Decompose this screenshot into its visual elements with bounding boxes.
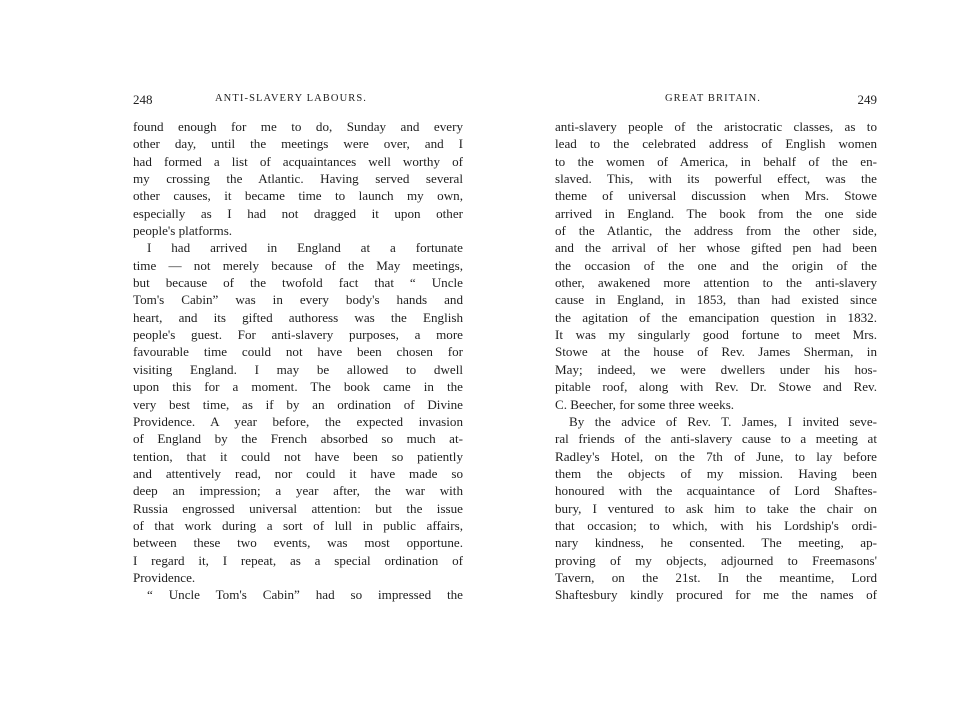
- text-line: deep an impression; a year after, the war with: [133, 483, 463, 499]
- text-line: Providence. A year before, the expected invasion: [133, 413, 463, 429]
- text-line: It was my singularly good fortune to meet Mrs.: [555, 327, 877, 343]
- text-line: May; indeed, we were dwellers under his hos-: [555, 361, 877, 377]
- right-running-head: GREAT BRITAIN.: [665, 93, 762, 104]
- text-line: bury, I ventured to ask him to take the chair on: [555, 500, 877, 516]
- text-line: Russia engrossed universal attention: but the issue: [133, 500, 463, 516]
- text-line: other day, until the meetings were over, and I: [133, 136, 463, 152]
- text-line: found enough for me to do, Sunday and every: [133, 119, 463, 134]
- right-page-body: [555, 118, 877, 604]
- left-page-body: [133, 118, 463, 604]
- text-line: of the Atlantic, the address from the other side,: [555, 223, 877, 239]
- text-line: ral friends of the anti-slavery cause to a meeting at: [555, 431, 877, 447]
- text-line: Stowe at the house of Rev. James Sherman, in: [555, 344, 877, 360]
- text-line: but because of the twofold fact that “ Uncle: [133, 275, 463, 291]
- text-line: heart, and its gifted authoress was the English: [133, 309, 463, 325]
- left-page-number: 248: [133, 92, 153, 107]
- text-line: other, awakened more attention to the anti-slavery: [555, 275, 877, 291]
- text-line: people's platforms.: [133, 223, 233, 239]
- text-line: I had arrived in England at a fortunate: [147, 240, 463, 256]
- text-line: of that work during a sort of lull in public affairs,: [133, 517, 463, 533]
- text-line: and attentively read, nor could it have made so: [133, 465, 463, 481]
- text-line: I regard it, I repeat, as a special ordination of: [133, 552, 463, 568]
- text-line: Providence.: [133, 569, 196, 585]
- text-line: proving of my objects, adjourned to Freemasons': [555, 552, 877, 568]
- text-line: very best time, as if by an ordination of Divine: [133, 396, 463, 412]
- text-line: and the arrival of her whose gifted pen had been: [555, 240, 877, 256]
- left-running-head: ANTI-SLAVERY LABOURS.: [215, 93, 368, 104]
- right-page: [555, 92, 877, 692]
- text-line: the agitation of the emancipation question in 1832.: [555, 309, 877, 325]
- text-line: cause in England, in 1853, than had existed since: [555, 292, 877, 308]
- left-page: [133, 92, 463, 692]
- text-line: visiting England. I may be allowed to dwell: [133, 361, 463, 377]
- text-line: them the objects of my mission. Having been: [555, 465, 877, 481]
- text-line: my crossing the Atlantic. Having served several: [133, 171, 463, 187]
- text-line: Tom's Cabin” was in every body's hands and: [133, 292, 463, 308]
- text-line: had formed a list of acquaintances well worthy of: [133, 153, 463, 169]
- text-line: lead to the celebrated address of English women: [555, 136, 877, 152]
- text-line: that occasion; to which, with his Lordship's ordi-: [555, 517, 877, 533]
- text-line: the occasion of the one and the origin of the: [555, 257, 877, 273]
- left-page-header: [133, 92, 463, 108]
- text-line: time — not merely because of the May meetings,: [133, 257, 463, 273]
- text-line: upon this for a moment. The book came in the: [133, 379, 463, 395]
- text-line: of England by the French absorbed so much at-: [133, 431, 463, 447]
- text-line: to the women of America, in behalf of the en-: [555, 153, 877, 169]
- text-line: tention, that it could not have been so patiently: [133, 448, 463, 464]
- text-line: Radley's Hotel, on the 7th of June, to lay before: [555, 448, 877, 464]
- text-line: slaved. This, with its powerful effect, was the: [555, 171, 877, 187]
- text-line: nary kindness, he consented. The meeting, ap-: [555, 535, 877, 551]
- right-page-header: [555, 92, 877, 108]
- text-line: By the advice of Rev. T. James, I invited seve-: [569, 413, 877, 429]
- text-line: Tavern, on the 21st. In the meantime, Lord: [555, 569, 877, 585]
- text-line: people's guest. For anti-slavery purposes, a more: [133, 327, 463, 343]
- text-line: honoured with the acquaintance of Lord Shaftes-: [555, 483, 877, 499]
- text-line: favourable time could not have been chosen for: [133, 344, 463, 360]
- right-page-number: 249: [857, 92, 877, 107]
- text-line: Shaftesbury kindly procured for me the names of: [555, 587, 877, 603]
- text-line: C. Beecher, for some three weeks.: [555, 396, 735, 412]
- text-line: theme of universal discussion when Mrs. Stowe: [555, 188, 877, 204]
- text-line: anti-slavery people of the aristocratic classes, as to: [555, 119, 877, 134]
- text-line: other causes, it became time to launch my own,: [133, 188, 463, 204]
- text-line: between these two events, was most opportune.: [133, 535, 463, 551]
- text-line: pitable roof, along with Rev. Dr. Stowe and Rev.: [555, 379, 877, 395]
- text-line: arrived in England. The book from the one side: [555, 205, 877, 221]
- text-line: especially as I had not dragged it upon other: [133, 205, 463, 221]
- text-line: “ Uncle Tom's Cabin” had so impressed the: [147, 587, 463, 603]
